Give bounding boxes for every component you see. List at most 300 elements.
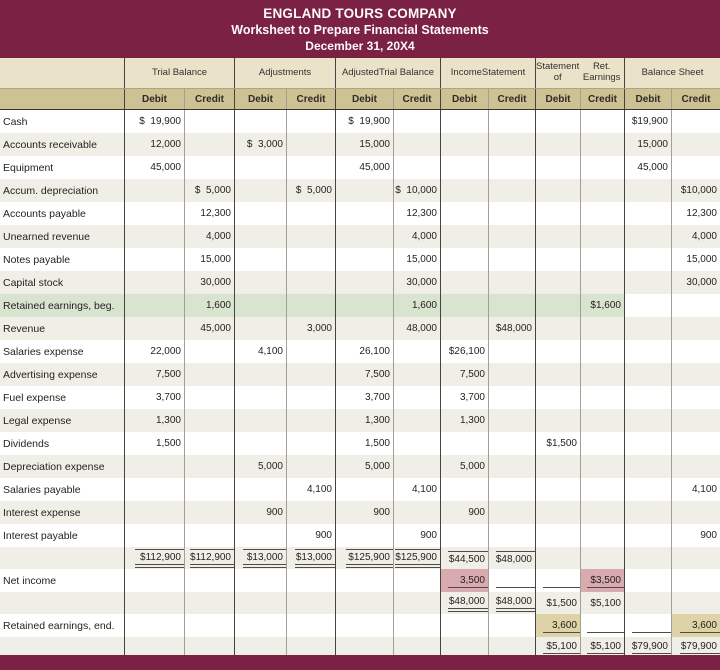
amount-cell [287, 133, 336, 156]
amount-cell [581, 614, 625, 637]
amount-cell: $125,900 [394, 547, 441, 569]
amount-cell: 45,000 [625, 156, 672, 179]
amount-cell [125, 569, 185, 592]
amount-cell [672, 569, 720, 592]
amount-cell [581, 179, 625, 202]
table-row-salaries-payable [0, 478, 720, 501]
amount-cell [489, 248, 536, 271]
amount-cell [672, 455, 720, 478]
table-row-retained-earnings-end [0, 614, 720, 637]
amount-cell [581, 156, 625, 179]
amount-cell [672, 592, 720, 614]
account-label: Notes payable [0, 248, 125, 271]
amount-cell [581, 409, 625, 432]
amount-cell [336, 225, 394, 248]
subheader-credit: Credit [581, 89, 625, 109]
worksheet-date: December 31, 20X4 [305, 38, 415, 53]
amount-cell [625, 569, 672, 592]
amount-cell [441, 133, 489, 156]
amount-cell [394, 386, 441, 409]
amount-cell: 22,000 [125, 340, 185, 363]
amount-cell [394, 133, 441, 156]
column-group-label: Adjustments [235, 58, 336, 88]
amount-cell [536, 340, 581, 363]
amount-cell: 30,000 [394, 271, 441, 294]
amount-cell: $125,900 [336, 547, 394, 569]
column-group-label: Balance Sheet [641, 66, 704, 78]
account-label: Salaries expense [0, 340, 125, 363]
amount-cell [441, 524, 489, 547]
amount-cell [394, 455, 441, 478]
amount-cell [625, 478, 672, 501]
amount-cell [287, 202, 336, 225]
amount-cell [235, 614, 287, 637]
amount-cell [536, 179, 581, 202]
amount-cell [125, 524, 185, 547]
worksheet-subtitle: Worksheet to Prepare Financial Statements [231, 22, 489, 37]
subheader-credit: Credit [681, 93, 711, 105]
amount-cell: 12,000 [125, 133, 185, 156]
amount-cell [581, 547, 625, 569]
table-row-accounts-payable [0, 202, 720, 225]
amount-cell [672, 156, 720, 179]
amount-cell: 45,000 [336, 156, 394, 179]
amount-cell [489, 225, 536, 248]
amount-cell: $5,100 [536, 637, 581, 659]
amount-cell: 4,100 [691, 484, 717, 495]
account-label: Dividends [0, 432, 125, 455]
account-label: Revenue [0, 317, 125, 340]
amount-cell [287, 156, 336, 179]
amount-cell [536, 202, 581, 225]
column-group-label: Income Statement [441, 58, 536, 88]
amount-cell [125, 179, 185, 202]
column-group-label: Adjusted Trial Balance [336, 58, 441, 88]
amount-cell [672, 110, 720, 133]
amount-cell [441, 110, 489, 133]
amount-cell [536, 455, 581, 478]
amount-cell: 45,000 [125, 156, 185, 179]
amount-cell: $1,500 [536, 432, 581, 455]
amount-cell [235, 294, 287, 317]
amount-cell [235, 569, 287, 592]
amount-cell [536, 271, 581, 294]
amount-cell: 3,700 [125, 386, 185, 409]
amount-cell [235, 202, 287, 225]
amount-cell [185, 432, 235, 455]
amount-cell: $ 19,900 [125, 110, 185, 133]
amount-cell [441, 225, 489, 248]
amount-cell: 900 [287, 524, 336, 547]
subheader-debit: Debit [235, 89, 287, 109]
account-label [0, 547, 125, 569]
amount-cell [441, 432, 489, 455]
amount-cell: 4,100 [287, 478, 336, 501]
account-label: Advertising expense [0, 363, 125, 386]
amount-cell [625, 271, 672, 294]
table-row-advertising-expense [0, 363, 720, 386]
amount-cell [287, 614, 336, 637]
account-label: Depreciation expense [0, 455, 125, 478]
amount-cell: $10,000 [680, 185, 717, 196]
amount-cell [125, 294, 185, 317]
amount-cell [581, 455, 625, 478]
account-label: Salaries payable [0, 478, 125, 501]
amount-cell [336, 202, 394, 225]
amount-cell: $5,100 [581, 637, 625, 659]
amount-cell [625, 248, 672, 271]
amount-cell [625, 524, 672, 547]
amount-cell: $ 10,000 [394, 179, 441, 202]
amount-cell [235, 248, 287, 271]
amount-cell [489, 569, 536, 592]
amount-cell [581, 225, 625, 248]
amount-cell [625, 592, 672, 614]
amount-cell [536, 133, 581, 156]
amount-cell [489, 455, 536, 478]
amount-cell [441, 317, 489, 340]
amount-cell [625, 340, 672, 363]
amount-cell: 5,000 [441, 455, 489, 478]
table-row-interest-expense [0, 501, 720, 524]
subheader-debit: Debit [125, 89, 185, 109]
amount-cell: 3,500 [441, 569, 489, 592]
account-label: Net income [0, 569, 125, 592]
table-row-interest-payable [0, 524, 720, 547]
amount-cell: 15,000 [625, 133, 672, 156]
amount-cell [235, 179, 287, 202]
amount-cell: 1,500 [125, 432, 185, 455]
amount-cell [581, 271, 625, 294]
amount-cell: 15,000 [336, 133, 394, 156]
amount-cell [235, 524, 287, 547]
amount-cell: $ 3,000 [235, 133, 287, 156]
amount-cell: 900 [235, 501, 287, 524]
account-label: Retained earnings, beg. [0, 294, 125, 317]
amount-cell: 26,100 [336, 340, 394, 363]
amount-cell [235, 225, 287, 248]
amount-cell [235, 409, 287, 432]
amount-cell [336, 569, 394, 592]
amount-cell: 7,500 [441, 363, 489, 386]
amount-cell [185, 501, 235, 524]
amount-cell [185, 524, 235, 547]
amount-cell [185, 386, 235, 409]
amount-cell [185, 340, 235, 363]
amount-cell: 12,300 [394, 202, 441, 225]
amount-cell: $ 5,000 [287, 179, 336, 202]
amount-cell: 15,000 [394, 248, 441, 271]
account-label: Legal expense [0, 409, 125, 432]
subheader-debit: Debit [536, 89, 581, 109]
amount-cell [625, 386, 672, 409]
amount-cell [125, 614, 185, 637]
amount-cell: 3,700 [336, 386, 394, 409]
amount-cell [185, 110, 235, 133]
amount-cell [185, 569, 235, 592]
amount-cell [394, 363, 441, 386]
amount-cell: 30,000 [686, 277, 717, 288]
table-row-depreciation-expense [0, 455, 720, 478]
account-label: Interest expense [0, 501, 125, 524]
table-row-accounts-receivable [0, 133, 720, 156]
subheader-debit: Debit [625, 89, 672, 109]
table-row-legal-expense [0, 409, 720, 432]
amount-cell: 15,000 [185, 248, 235, 271]
amount-cell [235, 317, 287, 340]
amount-cell [536, 478, 581, 501]
account-subheader-blank [0, 89, 125, 109]
bottom-accent-bar [0, 655, 720, 670]
amount-cell: 4,100 [235, 340, 287, 363]
amount-cell [441, 478, 489, 501]
amount-cell [235, 156, 287, 179]
amount-cell [625, 614, 672, 637]
table-row-accum-depreciation [0, 179, 720, 202]
amount-cell [394, 614, 441, 637]
amount-cell [185, 478, 235, 501]
amount-cell [489, 363, 536, 386]
amount-cell [394, 340, 441, 363]
amount-cell [394, 432, 441, 455]
amount-cell [441, 271, 489, 294]
amount-cell [581, 110, 625, 133]
amount-cell: 7,500 [336, 363, 394, 386]
column-group-label: Trial Balance [125, 58, 235, 88]
subheader-credit: Credit [489, 89, 536, 109]
amount-cell [287, 294, 336, 317]
amount-cell [441, 294, 489, 317]
amount-cell [536, 294, 581, 317]
amount-cell [287, 501, 336, 524]
amount-cell [536, 409, 581, 432]
amount-cell: 4,100 [394, 478, 441, 501]
column-group-header-row [0, 58, 720, 88]
amount-cell [489, 156, 536, 179]
amount-cell: $ 5,000 [185, 179, 235, 202]
amount-cell [441, 614, 489, 637]
amount-cell [581, 363, 625, 386]
subheader-credit: Credit [185, 89, 235, 109]
table-row-net-income [0, 569, 720, 592]
amount-cell: $1,500 [536, 592, 581, 614]
amount-cell [625, 501, 672, 524]
amount-cell [287, 340, 336, 363]
amount-cell: 4,000 [691, 231, 717, 242]
amount-cell [185, 455, 235, 478]
amount-cell [125, 225, 185, 248]
amount-cell [394, 569, 441, 592]
amount-cell [125, 501, 185, 524]
table-row-notes-payable [0, 248, 720, 271]
amount-cell [672, 363, 720, 386]
amount-cell [125, 202, 185, 225]
amount-cell [185, 614, 235, 637]
amount-cell: 1,500 [336, 432, 394, 455]
account-label: Interest payable [0, 524, 125, 547]
amount-cell: 45,000 [185, 317, 235, 340]
amount-cell [625, 363, 672, 386]
amount-cell: 5,000 [235, 455, 287, 478]
amount-cell: $13,000 [235, 547, 287, 569]
amount-cell [235, 110, 287, 133]
amount-cell: 1,300 [125, 409, 185, 432]
amount-cell [581, 478, 625, 501]
amount-cell [536, 569, 581, 592]
amount-cell [536, 225, 581, 248]
amount-cell [125, 271, 185, 294]
amount-cell [672, 133, 720, 156]
amount-cell: 3,600 [672, 614, 720, 637]
amount-cell [536, 317, 581, 340]
amount-cell: 3,700 [441, 386, 489, 409]
amount-cell [581, 386, 625, 409]
amount-cell [287, 271, 336, 294]
amount-cell [489, 409, 536, 432]
amount-cell: $26,100 [441, 340, 489, 363]
amount-cell [125, 478, 185, 501]
amount-cell [336, 271, 394, 294]
amount-cell [235, 432, 287, 455]
amount-cell [336, 592, 394, 614]
amount-cell: $19,900 [625, 110, 672, 133]
amount-cell [185, 592, 235, 614]
amount-cell [625, 202, 672, 225]
subheader-credit: Credit [287, 89, 336, 109]
amount-cell: 5,000 [336, 455, 394, 478]
amount-cell [185, 409, 235, 432]
amount-cell [441, 248, 489, 271]
account-label: Cash [0, 110, 125, 133]
amount-cell: 900 [700, 530, 717, 541]
amount-cell: $1,600 [581, 294, 625, 317]
amount-cell [489, 202, 536, 225]
amount-cell [536, 524, 581, 547]
account-label: Accum. depreciation [0, 179, 125, 202]
amount-cell [125, 455, 185, 478]
amount-cell [287, 386, 336, 409]
amount-cell [394, 110, 441, 133]
debit-credit-header-row [0, 88, 720, 110]
amount-cell [581, 317, 625, 340]
amount-cell [581, 133, 625, 156]
amount-cell [581, 501, 625, 524]
amount-cell [287, 569, 336, 592]
amount-cell: 30,000 [185, 271, 235, 294]
amount-cell [489, 614, 536, 637]
amount-cell: $112,900 [185, 547, 235, 569]
table-row-retained-earnings-beg [0, 294, 720, 317]
amount-cell: $ 19,900 [336, 110, 394, 133]
amount-cell: $44,500 [441, 547, 489, 569]
amount-cell: 12,300 [185, 202, 235, 225]
amount-cell: 48,000 [394, 317, 441, 340]
table-row-capital-stock [0, 271, 720, 294]
amount-cell [235, 478, 287, 501]
amount-cell [625, 294, 672, 317]
amount-cell [581, 248, 625, 271]
amount-cell [625, 455, 672, 478]
amount-cell [625, 409, 672, 432]
amount-cell: 1,300 [336, 409, 394, 432]
amount-cell [625, 317, 672, 340]
amount-cell [489, 386, 536, 409]
amount-cell: $48,000 [489, 592, 536, 614]
amount-cell [672, 547, 720, 569]
amount-cell [287, 225, 336, 248]
amount-cell: 900 [336, 501, 394, 524]
amount-cell [581, 432, 625, 455]
amount-cell [394, 501, 441, 524]
amount-cell [536, 386, 581, 409]
amount-cell [336, 294, 394, 317]
table-row-dividends [0, 432, 720, 455]
amount-cell [536, 363, 581, 386]
amount-cell [125, 592, 185, 614]
amount-cell [672, 409, 720, 432]
amount-cell [441, 156, 489, 179]
amount-cell [394, 409, 441, 432]
amount-cell [489, 501, 536, 524]
amount-cell [287, 363, 336, 386]
amount-cell [489, 179, 536, 202]
amount-cell: 15,000 [686, 254, 717, 265]
account-label: Capital stock [0, 271, 125, 294]
amount-cell [489, 432, 536, 455]
amount-cell [336, 524, 394, 547]
amount-cell [581, 202, 625, 225]
amount-cell [672, 317, 720, 340]
account-label: Unearned revenue [0, 225, 125, 248]
table-row-cash [0, 110, 720, 133]
amount-cell [336, 614, 394, 637]
amount-cell: 1,600 [394, 294, 441, 317]
amount-cell [581, 340, 625, 363]
amount-cell [394, 592, 441, 614]
amount-cell: $48,000 [441, 592, 489, 614]
amount-cell: 3,000 [287, 317, 336, 340]
amount-cell: $79,900 [672, 637, 720, 659]
amount-cell [235, 363, 287, 386]
worksheet-table-body [0, 110, 720, 659]
account-label: Fuel expense [0, 386, 125, 409]
amount-cell [441, 179, 489, 202]
amount-cell: 1,300 [441, 409, 489, 432]
amount-cell [581, 524, 625, 547]
account-label: Equipment [0, 156, 125, 179]
amount-cell: $112,900 [125, 547, 185, 569]
amount-cell [489, 294, 536, 317]
amount-cell: 900 [394, 524, 441, 547]
table-row-totals [0, 592, 720, 614]
account-label: Accounts payable [0, 202, 125, 225]
table-row-fuel-expense [0, 386, 720, 409]
table-row-equipment [0, 156, 720, 179]
company-title: ENGLAND TOURS COMPANY [263, 5, 457, 21]
amount-cell: 4,000 [185, 225, 235, 248]
amount-cell [336, 317, 394, 340]
amount-cell [672, 386, 720, 409]
amount-cell [625, 225, 672, 248]
amount-cell [185, 156, 235, 179]
amount-cell [125, 317, 185, 340]
amount-cell [536, 501, 581, 524]
amount-cell [489, 524, 536, 547]
amount-cell [489, 478, 536, 501]
table-row-salaries-expense [0, 340, 720, 363]
table-row-revenue [0, 317, 720, 340]
amount-cell [336, 248, 394, 271]
